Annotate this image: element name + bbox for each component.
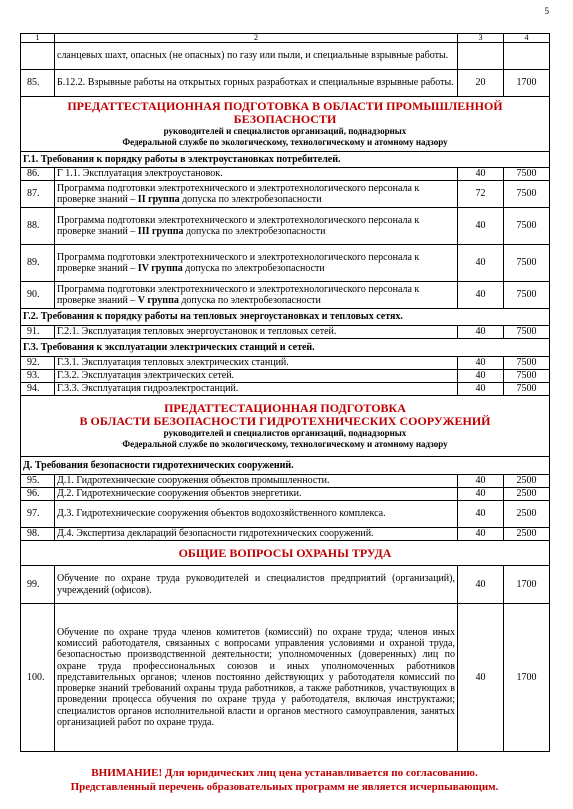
table-row (21, 70, 550, 97)
section-heading: Д. Требования безопасности гидротехнических сооружений. (21, 457, 550, 475)
row-description (55, 181, 458, 208)
banner-title: В ОБЛАСТИ БЕЗОПАСНОСТИ ГИДРОТЕХНИЧЕСКИХ СООРУЖЕНИЙ (79, 414, 491, 428)
banner-subtitle: руководителей и специалистов организаций, поднадзорных (163, 428, 407, 438)
row-price (504, 43, 550, 70)
description-text: допуска по электробезопасности (183, 226, 326, 237)
row-number: 99. (21, 566, 55, 604)
row-hours (458, 43, 504, 70)
group-label: V группа (137, 295, 179, 306)
table-row (21, 181, 550, 208)
row-description: Д.2. Гидротехнические сооружения объектов энергетики. (55, 488, 458, 501)
row-description: Б.12.2. Взрывные работы на открытых горных разработках и специальные взрывные работы. (55, 70, 458, 97)
table-row (21, 501, 550, 528)
row-hours: 40 (458, 370, 504, 383)
section-heading-row (21, 152, 550, 168)
row-price: 7500 (504, 245, 550, 282)
description-text: допуска по электробезопасности (182, 263, 325, 274)
table-row (21, 43, 550, 70)
section-heading: Г.3. Требования к эксплуатации электрических станций и сетей. (21, 339, 550, 357)
table-row (21, 488, 550, 501)
row-description: сланцевых шахт, опасных (не опасных) по газу или пыли, и специальные взрывные работы. (55, 43, 458, 70)
row-description: Д.3. Гидротехнические сооружения объектов водохозяйственного комплекса. (55, 501, 458, 528)
table-row (21, 326, 550, 339)
row-hours: 40 (458, 245, 504, 282)
row-price: 1700 (504, 566, 550, 604)
row-number: 100. (21, 604, 55, 752)
banner-title: ОБЩИЕ ВОПРОСЫ ОХРАНЫ ТРУДА (178, 545, 392, 560)
table-row (21, 370, 550, 383)
column-header-3: 3 (458, 34, 504, 43)
row-number: 90. (21, 282, 55, 309)
row-hours: 40 (458, 208, 504, 245)
row-number: 96. (21, 488, 55, 501)
section-heading-row (21, 457, 550, 475)
row-description (55, 282, 458, 309)
section-heading-row (21, 339, 550, 357)
row-price: 2500 (504, 488, 550, 501)
row-number: 97. (21, 501, 55, 528)
row-hours: 20 (458, 70, 504, 97)
row-number: 94. (21, 383, 55, 396)
group-label: IV группа (137, 263, 183, 274)
page-number: 5 (544, 6, 549, 16)
row-description (55, 245, 458, 282)
description-text: Программа подготовки электротехнического и электротехнологического персонала к проверке знаний – (57, 214, 420, 237)
row-number: 89. (21, 245, 55, 282)
group-label: III группа (137, 226, 184, 237)
description-text: допуска по электробезопасности (178, 295, 321, 306)
row-price: 7500 (504, 383, 550, 396)
row-hours: 40 (458, 282, 504, 309)
row-hours: 40 (458, 326, 504, 339)
table-row (21, 566, 550, 604)
table-row (21, 604, 550, 752)
row-description: Г.2.1. Эксплуатация тепловых энергоустановок и тепловых сетей. (55, 326, 458, 339)
row-price: 7500 (504, 326, 550, 339)
row-hours: 40 (458, 604, 504, 752)
row-number (21, 43, 55, 70)
table-row (21, 475, 550, 488)
row-hours: 40 (458, 383, 504, 396)
row-description: Обучение по охране труда членов комитетов (комиссий) по охране труда; членов иных комиссий работодателя, связанных с вопросами управления условиями и охраной труда, безопасностью производственной деятельности; уполномоченных (доверенных) лиц по охране труда профессиональных союзов и иных уполномоченных работников представительных органов; членов постоянно действующих у работодателя комиссий по проверке знаний требований охраны труда работников, а также работников, участвующих в проведении процесса обучения по охране труда у работодателя, включая инструктажи; специалистов органов исполнительной власти и органов местного самоуправления, занятых организацией работ по охране труда. (55, 604, 458, 752)
banner-subtitle: Федеральной службе по экологическому, технологическому и атомному надзору (122, 439, 448, 449)
row-hours: 40 (458, 475, 504, 488)
row-number: 95. (21, 475, 55, 488)
row-price: 1700 (504, 70, 550, 97)
row-price: 7500 (504, 282, 550, 309)
banner-subtitle: руководителей и специалистов организаций, поднадзорных (163, 126, 407, 136)
pricing-notice: ВНИМАНИЕ! Для юридических лиц цена устанавливается по согласованию. (91, 767, 478, 779)
row-description: Д.4. Экспертиза деклараций безопасности гидротехнических сооружений. (55, 528, 458, 541)
row-price: 2500 (504, 475, 550, 488)
banner-title: ПРЕДАТТЕСТАЦИОННАЯ ПОДГОТОВКА (164, 401, 406, 415)
section-banner (21, 97, 550, 152)
group-label: II группа (137, 194, 180, 205)
row-hours: 40 (458, 566, 504, 604)
programs-table (20, 33, 550, 752)
row-number: 92. (21, 357, 55, 370)
row-description: Д.1. Гидротехнические сооружения объектов промышленности. (55, 475, 458, 488)
table-row (21, 357, 550, 370)
row-number: 93. (21, 370, 55, 383)
section-heading: Г.2. Требования к порядку работы на тепловых энергоустановках и тепловых сетях. (21, 309, 550, 326)
column-header-2: 2 (55, 34, 458, 43)
row-hours: 40 (458, 357, 504, 370)
list-disclaimer: Представленный перечень образовательных программ не является исчерпывающим. (70, 781, 499, 793)
row-description: Г.3.1. Эксплуатация тепловых электрических станций. (55, 357, 458, 370)
banner-subtitle: Федеральной службе по экологическому, технологическому и атомному надзору (122, 137, 448, 147)
row-hours: 40 (458, 501, 504, 528)
row-price: 7500 (504, 370, 550, 383)
table-row (21, 245, 550, 282)
row-description: Г.3.3. Эксплуатация гидроэлектростанций. (55, 383, 458, 396)
row-price: 1700 (504, 604, 550, 752)
description-text: Программа подготовки электротехнического и электротехнологического персонала к проверке знаний – (57, 283, 420, 306)
row-price: 7500 (504, 168, 550, 181)
row-number: 86. (21, 168, 55, 181)
section-banner (21, 541, 550, 566)
row-price: 2500 (504, 501, 550, 528)
section-heading-row (21, 309, 550, 326)
banner-title: ПРЕДАТТЕСТАЦИОННАЯ ПОДГОТОВКА В ОБЛАСТИ ПРОМЫШЛЕННОЙ БЕЗОПАСНОСТИ (67, 99, 503, 126)
row-description: Г.3.2. Эксплуатация электрических сетей. (55, 370, 458, 383)
column-header-row (21, 34, 550, 43)
row-number: 98. (21, 528, 55, 541)
row-hours: 40 (458, 488, 504, 501)
column-header-1: 1 (21, 34, 55, 43)
section-banner (21, 396, 550, 457)
row-price: 2500 (504, 528, 550, 541)
section-heading: Г.1. Требования к порядку работы в электроустановках потребителей. (21, 152, 550, 168)
row-hours: 40 (458, 528, 504, 541)
table-row (21, 282, 550, 309)
row-price: 7500 (504, 181, 550, 208)
row-number: 88. (21, 208, 55, 245)
description-text: допуска по электробезопасности (179, 194, 322, 205)
row-price: 7500 (504, 208, 550, 245)
table-row (21, 208, 550, 245)
row-number: 85. (21, 70, 55, 97)
row-price: 7500 (504, 357, 550, 370)
description-text: Программа подготовки электротехнического и электротехнологического персонала к проверке знаний – (57, 251, 420, 274)
description-text: Программа подготовки электротехнического и электротехнологического персонала к проверке знаний – (57, 182, 420, 205)
table-row (21, 528, 550, 541)
row-description: Обучение по охране труда руководителей и специалистов предприятий (организаций), учреждений (офисов). (55, 566, 458, 604)
row-hours: 40 (458, 168, 504, 181)
row-description (55, 208, 458, 245)
column-header-4: 4 (504, 34, 550, 43)
table-row (21, 383, 550, 396)
row-hours: 72 (458, 181, 504, 208)
row-number: 91. (21, 326, 55, 339)
row-description: Г 1.1. Эксплуатация электроустановок. (55, 168, 458, 181)
table-row (21, 168, 550, 181)
row-number: 87. (21, 181, 55, 208)
